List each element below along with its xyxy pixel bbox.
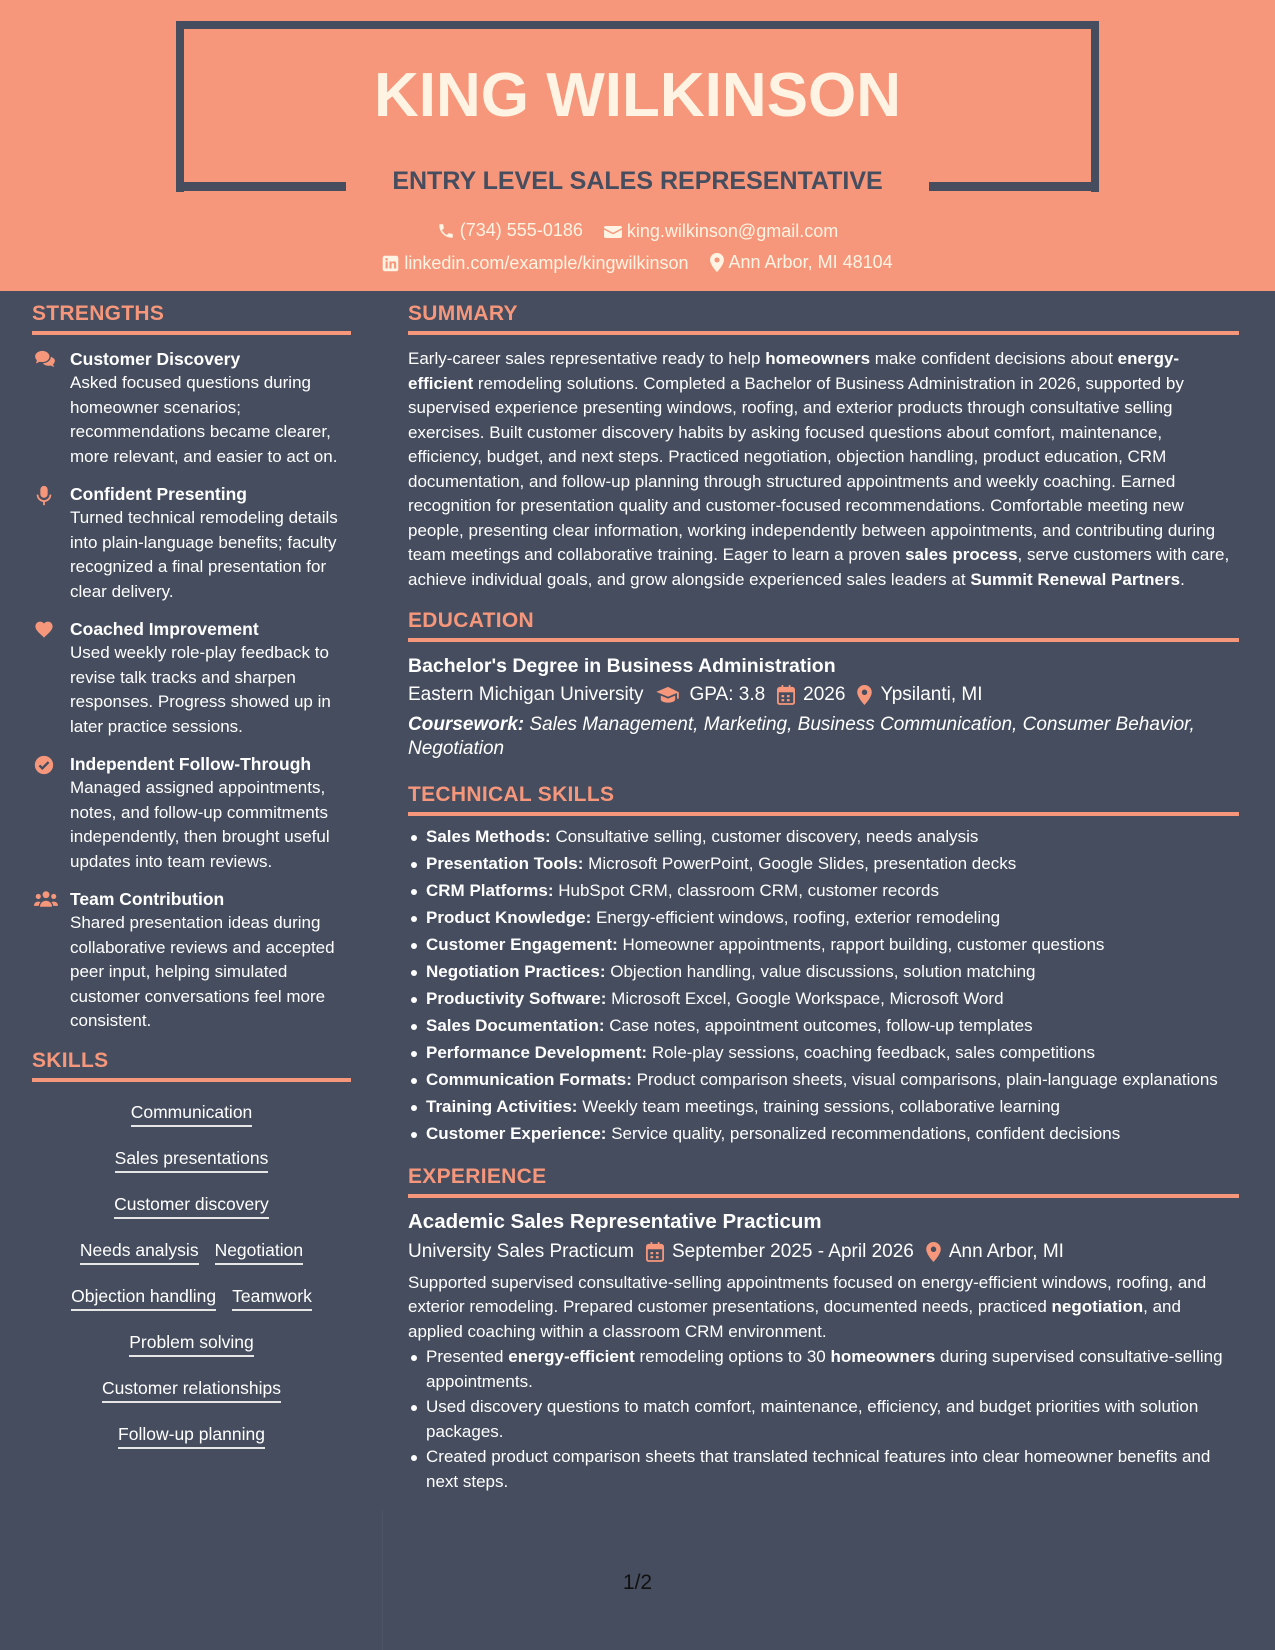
strength-description: Shared presentation ideas during collaborative reviews and accepted peer input, helping simulated customer conversations feel more consistent.	[70, 913, 335, 1030]
experience-meta	[408, 1236, 1239, 1268]
list-item: Presented energy-efficient remodeling options to 30 homeowners during supervised consultative-selling appointments.	[408, 1345, 1239, 1394]
envelope-icon	[604, 224, 622, 240]
contact-row-2	[0, 252, 1275, 277]
list-item: Presentation Tools: Microsoft PowerPoint, Google Slides, presentation decks	[408, 852, 1239, 877]
skill-tag: Communication	[131, 1100, 253, 1127]
technical-skills-list	[408, 825, 1239, 1147]
strength-item	[32, 752, 351, 874]
map-pin-icon	[926, 1242, 941, 1262]
list-item: Communication Formats: Product comparison sheets, visual comparisons, plain-language explanations	[408, 1068, 1239, 1093]
strength-description: Turned technical remodeling details into plain-language benefits; faculty recognized a final presentation for clear delivery.	[70, 508, 338, 601]
experience-location: Ann Arbor, MI	[948, 1240, 1064, 1262]
calendar-icon	[646, 1242, 664, 1262]
linkedin-icon	[382, 255, 399, 272]
strength-item	[32, 887, 351, 1034]
skills-list	[32, 1096, 351, 1449]
strength-description: Asked focused questions during homeowner scenarios; recommendations became clearer, more relevant, and easier to act on.	[70, 373, 338, 466]
experience-heading: EXPERIENCE	[408, 1165, 1239, 1198]
contact-row-1	[0, 220, 1275, 245]
strength-title: Coached Improvement	[70, 619, 259, 639]
list-item: Created product comparison sheets that translated technical features into clear homeowner benefits and next steps.	[408, 1445, 1239, 1494]
microphone-icon	[34, 485, 54, 507]
strength-description: Used weekly role-play feedback to revise talk tracks and sharpen responses. Progress showed up in later practice sessions.	[70, 643, 331, 736]
skill-tag: Sales presentations	[115, 1146, 269, 1173]
map-pin-icon	[857, 685, 872, 705]
list-item: Sales Documentation: Case notes, appointment outcomes, follow-up templates	[408, 1014, 1239, 1039]
strength-item	[32, 482, 351, 604]
skill-tag: Customer relationships	[102, 1376, 281, 1403]
email-text: king.wilkinson@gmail.com	[626, 221, 839, 241]
summary-text: Early-career sales representative ready to help homeowners make confident decisions about energy-efficient remodeling solutions. Completed a Bachelor of Business Administration in 2026, supported by supervised experience presenting windows, roofing, and exterior products through consultative selling exercises. Built customer discovery habits by asking focused questions about comfort, maintenance, efficiency, budget, and next steps. Practiced negotiation, objection handling, product education, CRM documentation, and follow-up planning through structured appointments and weekly coaching. Earned recognition for presentation quality and customer-focused recommendations. Comfortable meeting new people, presenting clear information, working independently between appointments, and contributing during team meetings and collaborative training. Eager to learn a proven sales process, serve customers with care, achieve individual goals, and grow alongside experienced sales leaders at Summit Renewal Partners.	[408, 349, 1230, 589]
experience-description: Supported supervised consultative-selling appointments focused on energy-efficient windows, roofing, and exterior remodeling. Prepared customer presentations, documented needs, practiced negotiation, and applied coaching within a classroom CRM environment.	[408, 1272, 1207, 1341]
strength-title: Confident Presenting	[70, 484, 247, 504]
strength-title: Customer Discovery	[70, 349, 241, 369]
list-item: Customer Experience: Service quality, personalized recommendations, confident decisions	[408, 1122, 1239, 1147]
phone-text: (734) 555-0186	[459, 220, 583, 240]
phone-icon	[437, 222, 455, 240]
list-item: CRM Platforms: HubSpot CRM, classroom CRM, customer records	[408, 879, 1239, 904]
page-number: 1/2	[622, 1571, 653, 1594]
strength-item	[32, 617, 351, 739]
job-title: ENTRY LEVEL SALES REPRESENTATIVE	[392, 167, 883, 195]
list-item: Performance Development: Role-play sessions, coaching feedback, sales competitions	[408, 1041, 1239, 1066]
gpa-text: GPA: 3.8	[689, 684, 766, 705]
strength-description: Managed assigned appointments, notes, and follow-up commitments independently, then brought useful updates into team reviews.	[70, 778, 330, 871]
check-circle-icon	[34, 755, 54, 775]
degree-title: Bachelor's Degree in Business Administration	[408, 655, 836, 677]
skills-heading: SKILLS	[32, 1049, 351, 1082]
linkedin-contact[interactable]	[382, 253, 688, 274]
coursework: Coursework: Sales Management, Marketing, Business Communication, Consumer Behavior, Negotiation	[408, 714, 1195, 759]
skill-tag: Customer discovery	[114, 1192, 269, 1219]
skill-tag: Teamwork	[232, 1284, 312, 1311]
strength-title: Team Contribution	[70, 889, 225, 909]
skill-tag: Problem solving	[129, 1330, 254, 1357]
education-meta	[408, 680, 1239, 710]
list-item: Negotiation Practices: Objection handling, value discussions, solution matching	[408, 960, 1239, 985]
location-text: Ann Arbor, MI 48104	[728, 252, 893, 272]
comments-icon	[34, 350, 56, 368]
experience-title: Academic Sales Representative Practicum	[408, 1209, 822, 1233]
skill-tag: Objection handling	[71, 1284, 216, 1311]
strengths-heading: STRENGTHS	[32, 302, 351, 335]
skill-tag: Follow-up planning	[118, 1422, 265, 1449]
school-name: Eastern Michigan University	[408, 684, 644, 705]
experience-dates: September 2025 - April 2026	[671, 1240, 914, 1262]
map-pin-icon	[710, 253, 724, 272]
list-item: Product Knowledge: Energy-efficient windows, roofing, exterior remodeling	[408, 906, 1239, 931]
list-item: Training Activities: Weekly team meetings, training sessions, collaborative learning	[408, 1095, 1239, 1120]
summary-heading: SUMMARY	[408, 302, 1239, 335]
experience-bullets	[408, 1345, 1239, 1494]
list-item: Customer Engagement: Homeowner appointments, rapport building, customer questions	[408, 933, 1239, 958]
graduation-cap-icon	[655, 686, 681, 704]
skill-tag: Negotiation	[215, 1238, 304, 1265]
technical-skills-heading: TECHNICAL SKILLS	[408, 783, 1239, 816]
strength-item	[32, 347, 351, 469]
list-item: Productivity Software: Microsoft Excel, Google Workspace, Microsoft Word	[408, 987, 1239, 1012]
education-heading: EDUCATION	[408, 609, 1239, 642]
school-location: Ypsilanti, MI	[880, 684, 983, 705]
list-item: Sales Methods: Consultative selling, customer discovery, needs analysis	[408, 825, 1239, 850]
calendar-icon	[777, 685, 795, 705]
list-item: Used discovery questions to match comfort, maintenance, efficiency, and budget priorities with solution packages.	[408, 1395, 1239, 1444]
location-contact	[710, 252, 893, 273]
skill-tag: Needs analysis	[80, 1238, 199, 1265]
left-column	[32, 302, 351, 1468]
email-contact[interactable]	[604, 221, 838, 242]
candidate-name: KING WILKINSON	[374, 61, 901, 130]
right-column	[408, 302, 1239, 1494]
strength-title: Independent Follow-Through	[70, 754, 312, 774]
resume-header	[0, 0, 1275, 291]
linkedin-text: linkedin.com/example/kingwilkinson	[404, 253, 689, 273]
phone-contact[interactable]	[437, 220, 583, 241]
heart-icon	[34, 620, 54, 638]
graduation-year: 2026	[803, 684, 846, 705]
experience-org: University Sales Practicum	[408, 1240, 634, 1262]
users-icon	[34, 890, 58, 908]
